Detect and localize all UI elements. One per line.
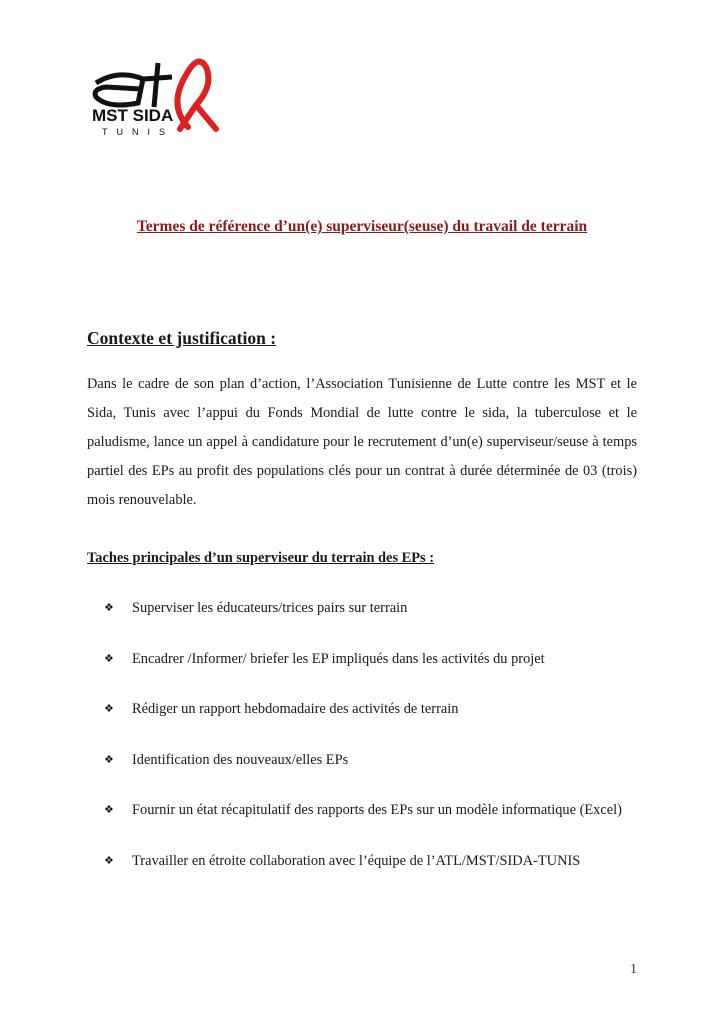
logo-line2: TUNIS <box>102 127 174 137</box>
task-text: Identification des nouveaux/elles EPs <box>132 751 349 768</box>
task-text: Fournir un état récapitulatif des rapports des EPs sur un modèle informatique (Excel) <box>132 802 622 818</box>
tasks-heading: Taches principales d’un superviseur du terrain des EPs : <box>87 550 435 566</box>
diamond-bullet-icon: ❖ <box>104 703 114 715</box>
document-title: Termes de référence d’un(e) superviseur(seuse) du travail de terrain <box>136 218 588 235</box>
list-item <box>104 649 622 700</box>
tasks-list <box>104 598 622 901</box>
list-item <box>104 851 622 902</box>
diamond-bullet-icon: ❖ <box>104 854 114 867</box>
list-item <box>104 699 622 750</box>
diamond-bullet-icon: ❖ <box>104 753 114 766</box>
list-item <box>104 800 622 851</box>
list-item <box>104 598 622 649</box>
list-item <box>104 750 622 801</box>
task-text: Rédiger un rapport hebdomadaire des activités de terrain <box>132 701 459 717</box>
logo-line1: MST SIDA <box>92 106 174 125</box>
context-paragraph: Dans le cadre de son plan d’action, l’Association Tunisienne de Lutte contre les MST et le Sida, Tunis avec l’appui du Fonds Mondial de lutte contre le sida, la tuberculose et le paludisme, lance un appel à candidature pour le recrutement d’un(e) superviseur/seuse à temps partiel des EPs au profit des populations clés pour un contrat à durée déterminée de 03 (trois) mois renouvelable. <box>87 376 637 508</box>
task-text: Superviser les éducateurs/trices pairs sur terrain <box>132 600 408 616</box>
atl-logo <box>88 45 228 137</box>
diamond-bullet-icon: ❖ <box>104 804 114 816</box>
page-number: 1 <box>630 962 637 977</box>
context-heading: Contexte et justification : <box>87 328 277 348</box>
task-text: Encadrer /Informer/ briefer les EP impliqués dans les activités du projet <box>132 650 545 667</box>
diamond-bullet-icon: ❖ <box>104 602 114 614</box>
diamond-bullet-icon: ❖ <box>104 652 114 665</box>
atl-ribbon-logo-icon <box>88 45 228 137</box>
task-text: Travailler en étroite collaboration avec l’équipe de l’ATL/MST/SIDA-TUNIS <box>132 852 581 869</box>
